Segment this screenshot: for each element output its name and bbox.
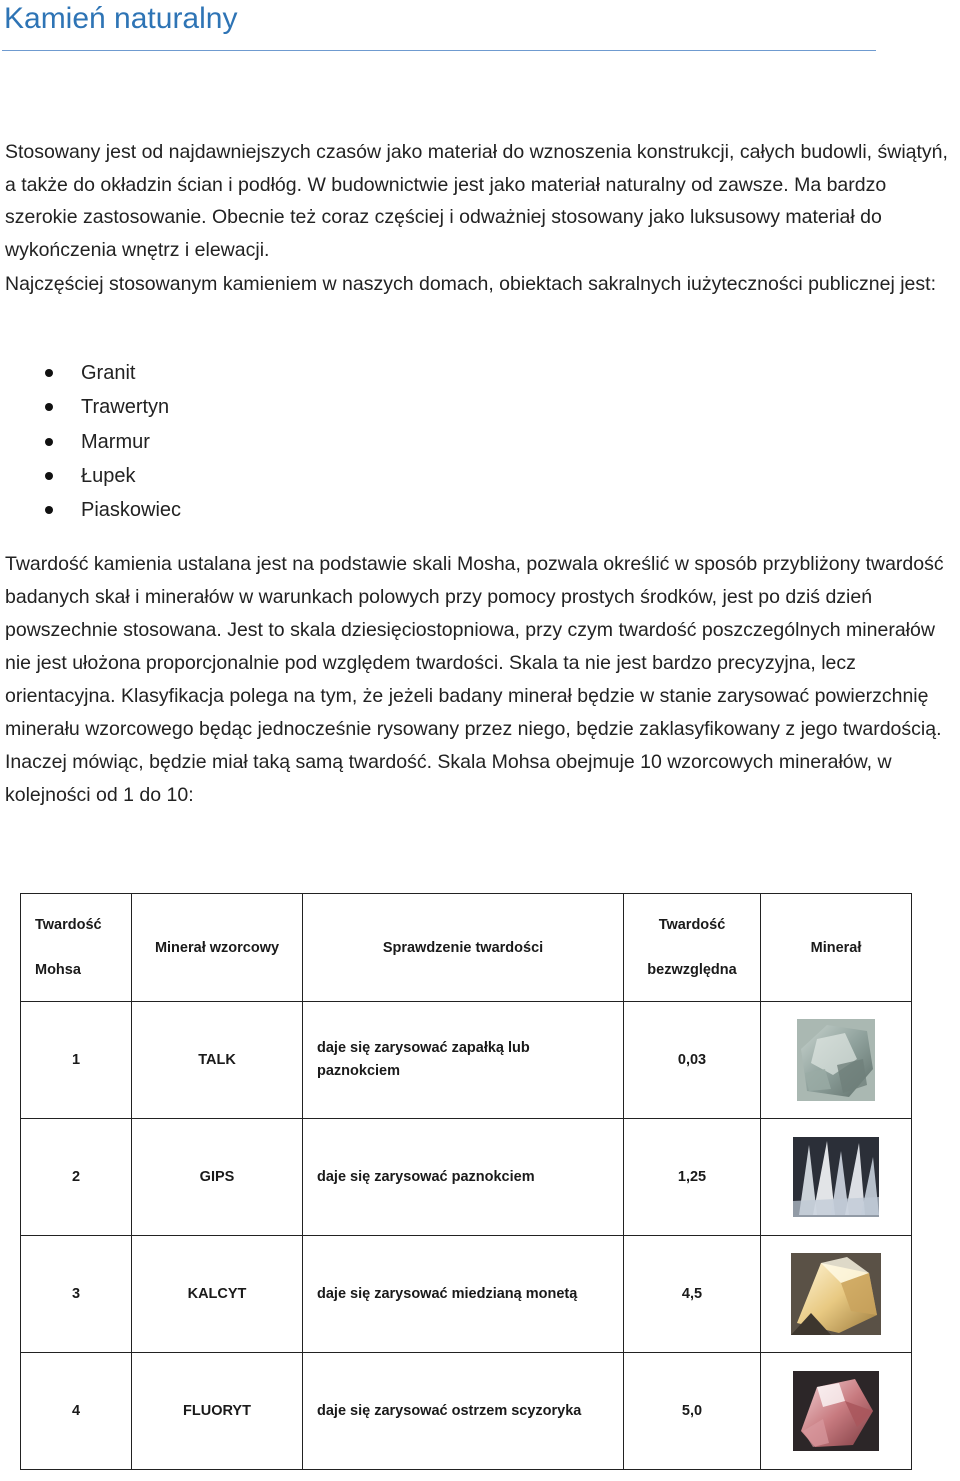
- mohs-value: 1: [21, 1002, 132, 1119]
- stone-name: Granit: [81, 362, 136, 384]
- mineral-name: TALK: [132, 1002, 303, 1119]
- bullet-icon: [45, 472, 53, 480]
- stone-name: Łupek: [81, 464, 136, 487]
- header-mohs-hardness: [21, 894, 132, 1002]
- header-text: Twardość: [35, 916, 102, 933]
- mohs-value: 4: [21, 1353, 132, 1470]
- mohs-scale-table: [20, 893, 912, 1470]
- mineral-name: KALCYT: [132, 1236, 303, 1353]
- bullet-icon: [45, 506, 53, 514]
- list-item: [0, 493, 181, 527]
- check-text: daje się zarysować ostrzem scyzoryka: [317, 1402, 582, 1419]
- header-text: Mohsa: [35, 961, 81, 978]
- table-row: [21, 1353, 912, 1470]
- bullet-icon: [45, 403, 53, 411]
- mineral-name: GIPS: [132, 1119, 303, 1236]
- mineral-image-cell: [761, 1353, 912, 1470]
- gypsum-mineral-photo: [793, 1137, 879, 1217]
- fluorite-mineral-photo: [793, 1371, 879, 1451]
- mohs-paragraph: Twardość kamienia ustalana jest na podstawie skali Mosha, pozwala określić w sposób przybliżony twardość badanych skał i minerałów w warunkach polowych przy pomocy prostych środków, jest po dziś dzień powszechnie stosowana. Jest to skala dziesięciostopniowa, przy czym twardość poszczególnych minerałów nie jest ułożona proporcjonalnie pod względem twardości. Skala ta nie jest bardzo precyzyjna, lecz orientacyjna. Klasyfikacja polega na tym, że jeżeli badany minerał będzie w stanie zarysować powierzchnię minerału wzorcowego będąc jednocześnie rysowany przez niego, będzie zaklasyfikowany z jego twardością. Inaczej mówiąc, będzie miał taką samą twardość. Skala Mohsa obejmuje 10 wzorcowych minerałów, w kolejności od 1 do 10:: [5, 553, 944, 806]
- talc-mineral-photo: [797, 1019, 875, 1101]
- title-underline: [2, 50, 876, 51]
- check-text: daje się zarysować zapałką lub paznokciem: [317, 1040, 530, 1079]
- hardness-check: [303, 1119, 624, 1236]
- header-mineral: Minerał: [761, 894, 912, 1002]
- hardness-check: [303, 1353, 624, 1470]
- bullet-icon: [45, 438, 53, 446]
- intro-paragraph: Stosowany jest od najdawniejszych czasów jako materiał do wznoszenia konstrukcji, całych budowli, świątyń, a także do okładzin ścian i podłóg. W budownictwie jest jako materiał naturalny od zawsze. Ma bardzo szerokie zastosowanie. Obecnie też coraz częściej i odważniej stosowany jako luksusowy materiał do wykończenia wnętrz i elewacji.: [5, 141, 948, 261]
- page-title: Kamień naturalny: [4, 2, 238, 35]
- check-text: daje się zarysować paznokciem: [317, 1168, 535, 1185]
- header-hardness-check: Sprawdzenie twardości: [303, 894, 624, 1002]
- hardness-check: [303, 1002, 624, 1119]
- stone-name: Marmur: [81, 430, 150, 453]
- table-row: [21, 1236, 912, 1353]
- absolute-hardness: 1,25: [624, 1119, 761, 1236]
- mineral-name: FLUORYT: [132, 1353, 303, 1470]
- header-text: bezwzględna: [647, 961, 737, 978]
- table-row: [21, 1119, 912, 1236]
- mohs-value: 2: [21, 1119, 132, 1236]
- usage-paragraph: Najczęściej stosowanym kamieniem w naszych domach, obiektach sakralnych iużyteczności publicznej jest:: [5, 273, 936, 295]
- stone-list: [0, 356, 181, 527]
- table-header-row: [21, 894, 912, 1002]
- mineral-image-cell: [761, 1002, 912, 1119]
- check-text: daje się zarysować miedzianą monetą: [317, 1285, 578, 1302]
- list-item: [0, 459, 181, 493]
- hardness-check: [303, 1236, 624, 1353]
- stone-name: Trawertyn: [81, 396, 170, 419]
- bullet-icon: [45, 369, 53, 377]
- stone-name: Piaskowiec: [81, 499, 182, 522]
- absolute-hardness: 0,03: [624, 1002, 761, 1119]
- mineral-image-cell: [761, 1119, 912, 1236]
- list-item: [0, 390, 181, 424]
- absolute-hardness: 5,0: [624, 1353, 761, 1470]
- absolute-hardness: 4,5: [624, 1236, 761, 1353]
- table-row: [21, 1002, 912, 1119]
- list-item: [0, 356, 181, 390]
- list-item: [0, 425, 181, 459]
- mohs-value: 3: [21, 1236, 132, 1353]
- mineral-image-cell: [761, 1236, 912, 1353]
- header-text: Twardość: [658, 916, 726, 933]
- header-absolute-hardness: [624, 894, 761, 1002]
- header-reference-mineral: Minerał wzorcowy: [132, 894, 303, 1002]
- calcite-mineral-photo: [791, 1253, 881, 1335]
